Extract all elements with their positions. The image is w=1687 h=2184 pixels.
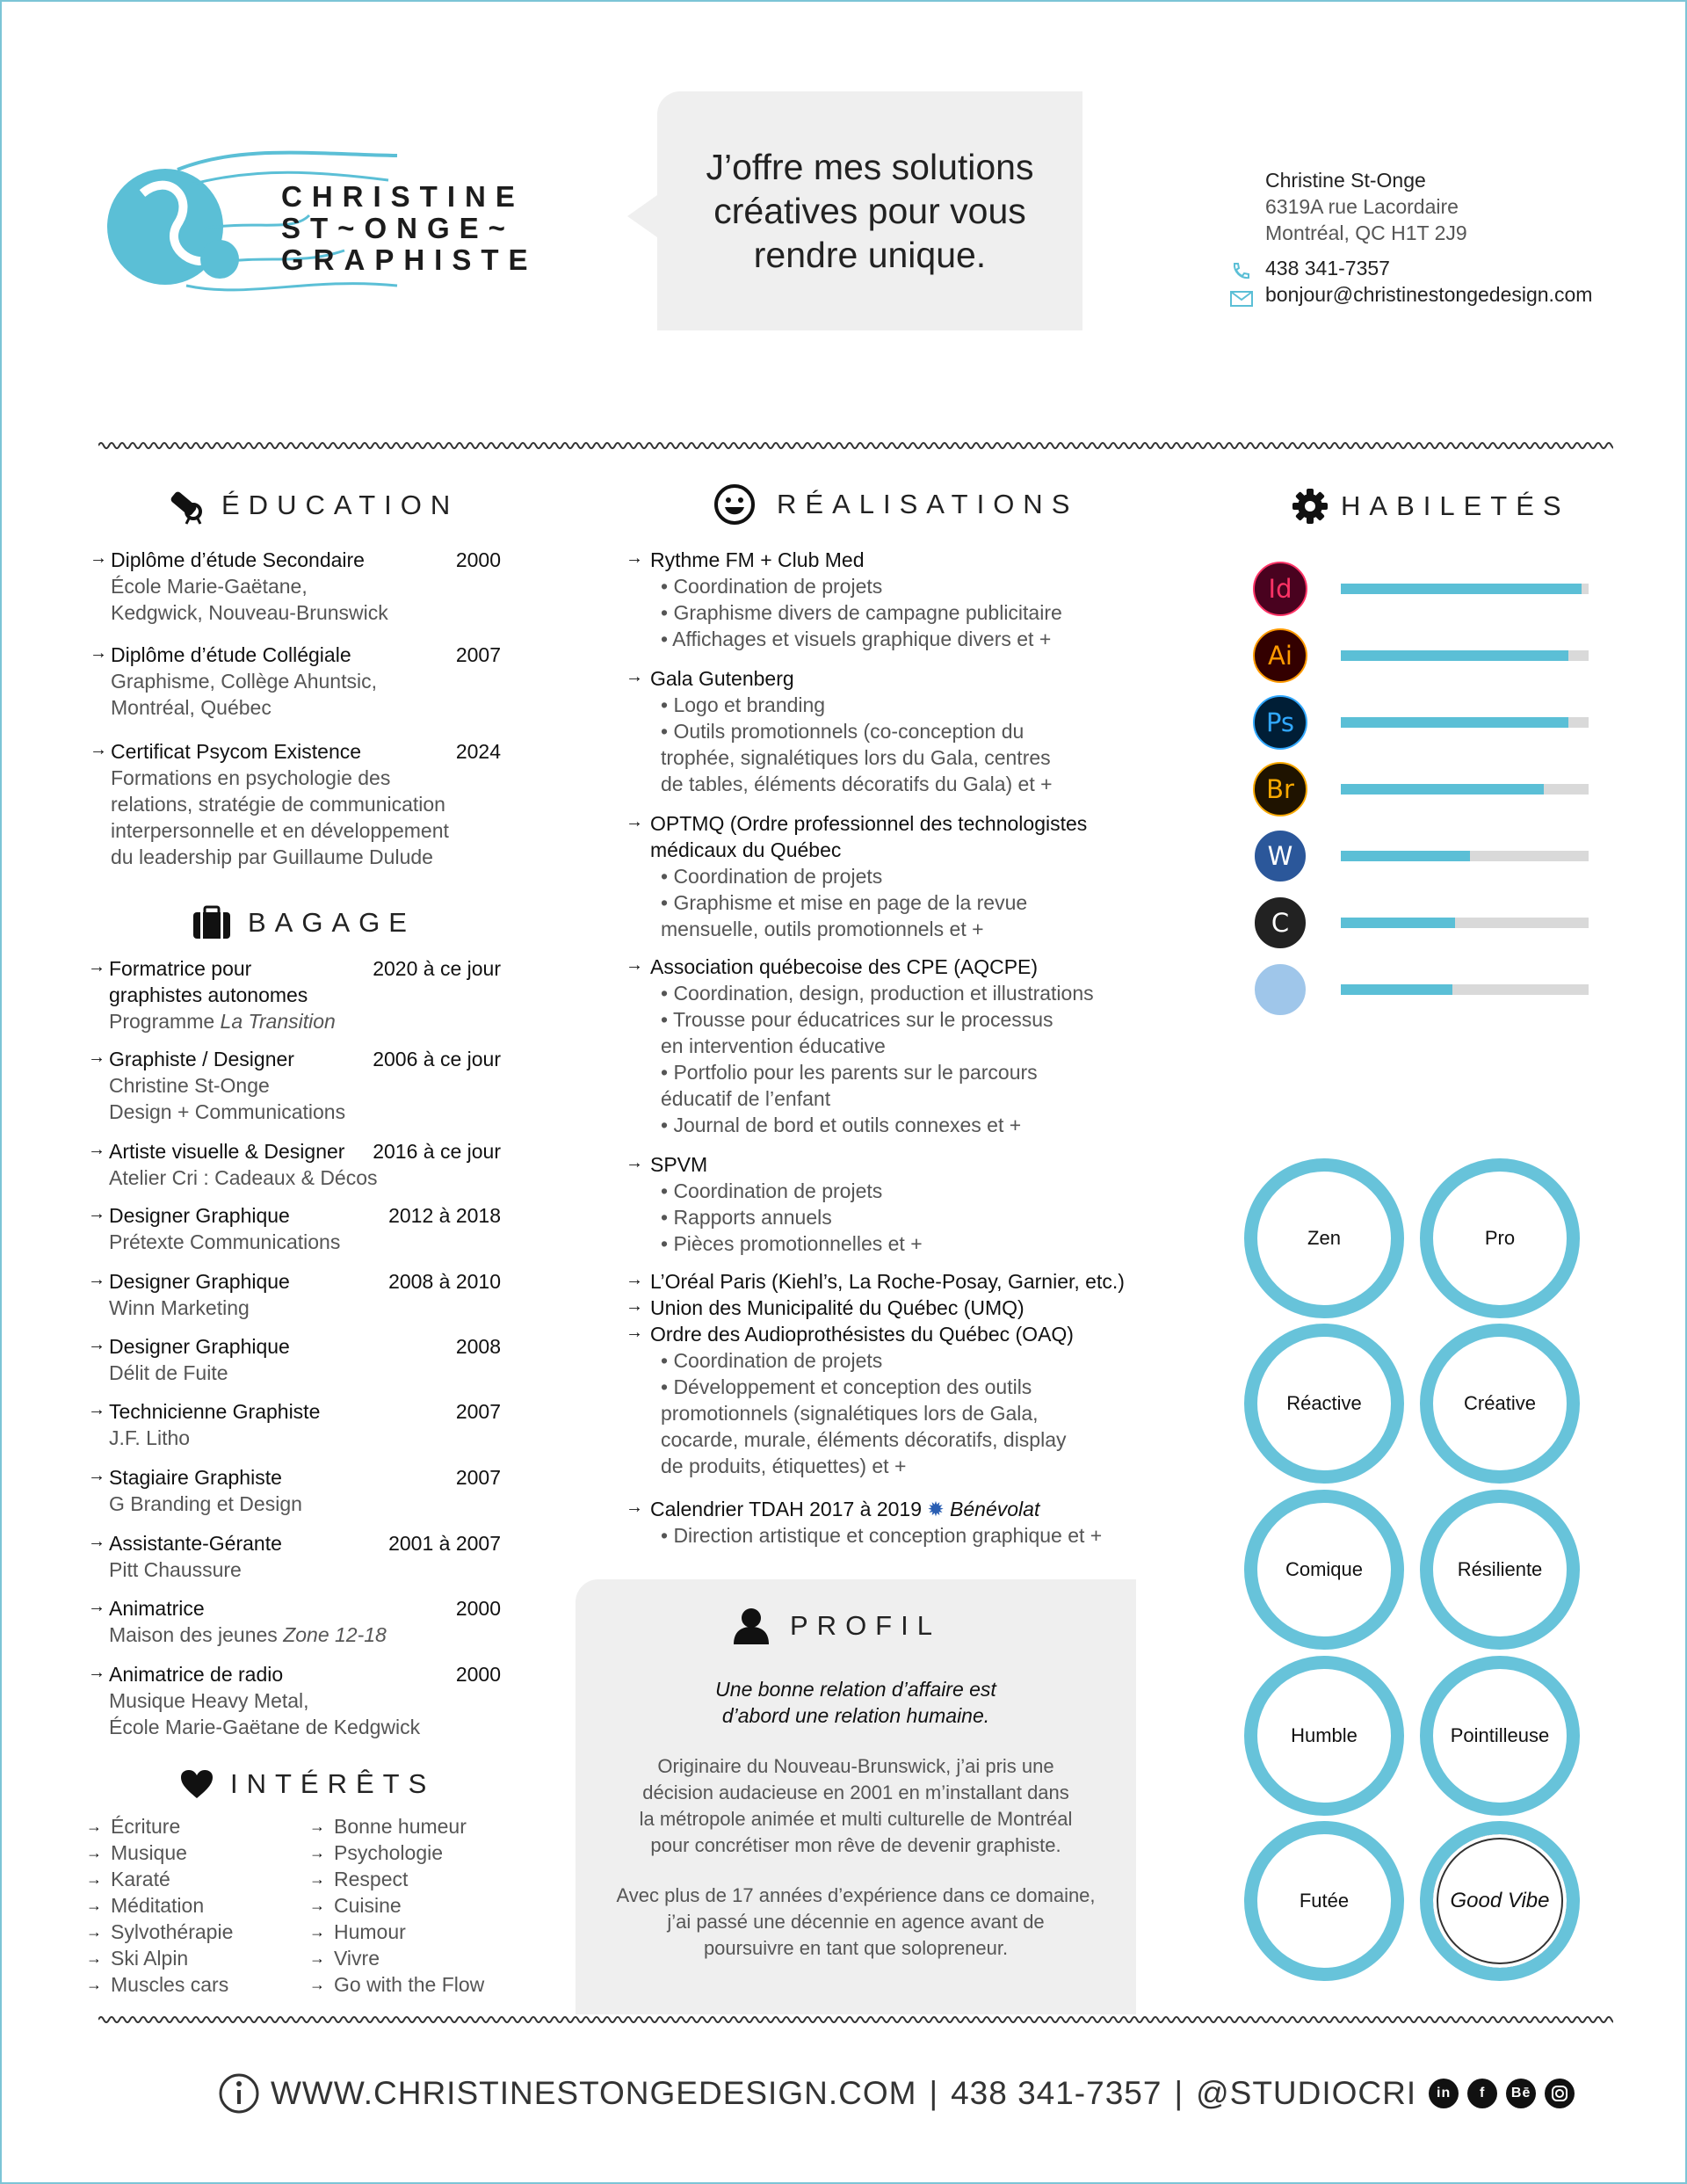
realisation-bullet: • Affichages et visuels graphique divers et + xyxy=(661,628,1052,650)
interet-item: → Respect xyxy=(309,1866,484,1892)
bagage-entry-title xyxy=(109,1398,501,1425)
contact-block xyxy=(1265,167,1592,308)
realisation-bullet: • Trousse pour éducatrices sur le processus en intervention éducative xyxy=(661,1008,1053,1057)
bagage-entry-name: Animatrice de radio xyxy=(109,1663,284,1686)
profil-paragraph-1: Originaire du Nouveau-Brunswick, j’ai pris une décision audacieuse en 2001 en m’installant dans la métropole animée et multi culturelle de Montréal pour concrétiser mon rêve de devenir graphiste. xyxy=(639,1755,1073,1856)
bagage-entry-sub: Musique Heavy Metal, École Marie-Gaëtane de Kedgwick xyxy=(109,1689,421,1738)
bagage-entry-year: 2008 xyxy=(455,1335,501,1358)
interet-item: → Humour xyxy=(309,1919,484,1945)
profil-title: PROFIL xyxy=(790,1610,941,1641)
bagage-entry-detail xyxy=(109,1687,501,1740)
interet-item: → Vivre xyxy=(309,1945,484,1971)
realisation-bullet: • Pièces promotionnelles et + xyxy=(661,1232,923,1255)
realisation-title: Association québecoise des CPE (AQCPE) xyxy=(650,955,1039,978)
realisation-item xyxy=(650,547,1142,652)
skill-row xyxy=(1253,763,1307,816)
entry-arrow: → xyxy=(88,1335,105,1354)
logo-line-3: GRAPHISTE xyxy=(281,243,538,276)
bagage-entry-name: Designer Graphique xyxy=(109,1270,290,1293)
bagage-header xyxy=(192,905,416,940)
bagage-entry-detail xyxy=(109,1425,501,1451)
interet-item: → Cuisine xyxy=(309,1892,484,1919)
realisation-item-benevolat xyxy=(650,1496,1142,1549)
interets-header xyxy=(179,1768,435,1800)
interet-item: → Muscles cars xyxy=(86,1971,233,1998)
bridge-icon: Br xyxy=(1253,762,1307,816)
bagage-entry-detail xyxy=(109,1360,501,1386)
bagage-entry-detail xyxy=(109,1622,501,1648)
entry-arrow: → xyxy=(88,1466,105,1485)
realisation-item xyxy=(650,1321,1142,1479)
diploma-icon xyxy=(165,485,206,526)
bagage-entry-sub-italic: La Transition xyxy=(220,1010,336,1033)
footer xyxy=(218,2072,1575,2115)
logo-line-1: CHRISTINE xyxy=(281,180,525,213)
entry-arrow: → xyxy=(88,1140,105,1159)
footer-website[interactable]: WWW.CHRISTINESTONGEDESIGN.COM xyxy=(271,2075,917,2111)
realisation-bullet: • Outils promotionnels (co-conception du trophée, signalétiques lors du Gala, centres de tables, éléments décoratifs du Gala) et + xyxy=(661,720,1053,795)
realisation-item xyxy=(650,665,1142,797)
bagage-entry-year: 2012 à 2018 xyxy=(388,1204,501,1227)
education-entry-title xyxy=(111,642,501,668)
contact-street: 6319A rue Lacordaire xyxy=(1265,195,1459,218)
interet-item: → Go with the Flow xyxy=(309,1971,484,1998)
bagage-entry-year: 2016 à ce jour xyxy=(373,1140,501,1163)
skill-bar-fill xyxy=(1341,918,1455,928)
realisation-bullet: • Rapports annuels xyxy=(661,1206,832,1229)
bagage-entry xyxy=(109,1138,501,1191)
bagage-entry-year: 2006 à ce jour xyxy=(373,1048,501,1070)
bagage-entry xyxy=(109,1333,501,1386)
bagage-entry-sub: Prétexte Communications xyxy=(109,1230,341,1253)
bagage-entry-year: 2007 xyxy=(455,1400,501,1423)
bagage-entry-detail xyxy=(109,1072,501,1125)
realisation-arrow: → xyxy=(626,955,643,975)
education-entry-detail xyxy=(111,765,501,870)
photoshop-icon: Ps xyxy=(1253,695,1307,750)
education-entry-sub: École Marie-Gaëtane, Kedgwick, Nouveau-Brunswick xyxy=(111,575,388,624)
realisation-title: Gala Gutenberg xyxy=(650,667,794,690)
contact-name: Christine St-Onge xyxy=(1265,169,1426,192)
gear-icon xyxy=(1292,488,1329,525)
interet-item: → Psychologie xyxy=(309,1839,484,1866)
bagage-entry xyxy=(109,1595,501,1648)
illustrator-icon: Ai xyxy=(1253,628,1307,683)
interet-item: → Ski Alpin xyxy=(86,1945,233,1971)
realisation-arrow: → xyxy=(626,548,643,568)
tagline: J’offre mes solutions créatives pour vous rendre unique. xyxy=(706,147,1034,275)
bagage-entry-sub: Programme xyxy=(109,1010,221,1033)
realisation-arrow: → xyxy=(626,1296,643,1316)
realisation-bullet: • Logo et branding xyxy=(661,693,826,716)
bagage-entry-title xyxy=(109,1661,501,1687)
skill-bar-track xyxy=(1341,784,1589,795)
trait-circle: Créative xyxy=(1420,1324,1580,1484)
education-entry-year: 2007 xyxy=(455,643,501,666)
interets-title: INTÉRÊTS xyxy=(230,1768,436,1799)
bagage-entry xyxy=(109,1464,501,1517)
bagage-entry-title xyxy=(109,955,501,1008)
interet-item: → Écriture xyxy=(86,1813,233,1839)
realisation-item xyxy=(650,1151,1142,1257)
education-entry-name: Diplôme d’étude Collégiale xyxy=(111,643,351,666)
realisation-title: Ordre des Audioprothésistes du Québec (OAQ) xyxy=(650,1323,1074,1346)
education-entry xyxy=(111,642,501,721)
education-entry-detail xyxy=(111,668,501,721)
trait-circle: Humble xyxy=(1244,1656,1404,1816)
bagage-entry-year: 2007 xyxy=(455,1466,501,1489)
bagage-entry-name: Stagiaire Graphiste xyxy=(109,1466,282,1489)
bagage-entry-year: 2020 à ce jour xyxy=(373,957,501,980)
bagage-entry-sub: Christine St-Onge Design + Communications xyxy=(109,1074,346,1123)
bagage-entry-title xyxy=(109,1046,501,1072)
briefcase-icon xyxy=(192,905,232,940)
bagage-entry-name: Formatrice pour graphistes autonomes xyxy=(109,957,308,1006)
realisation-title: Rythme FM + Club Med xyxy=(650,548,865,571)
smiley-icon xyxy=(713,483,756,526)
bagage-entry-title xyxy=(109,1202,501,1229)
trait-circle: Zen xyxy=(1244,1158,1404,1318)
interet-item: → Méditation xyxy=(86,1892,233,1919)
trait-circle: Comique xyxy=(1244,1490,1404,1650)
behance-icon[interactable]: Bē xyxy=(1506,2079,1536,2108)
education-entry xyxy=(111,547,501,626)
skill-row xyxy=(1253,830,1307,882)
bagage-entry-detail xyxy=(109,1295,501,1321)
bagage-entry-sub-italic: Zone 12-18 xyxy=(283,1623,387,1646)
education-entry-name: Diplôme d’étude Secondaire xyxy=(111,548,365,571)
bagage-entry-year: 2000 xyxy=(455,1663,501,1686)
education-entry-sub: Graphisme, Collège Ahuntsic, Montréal, Québec xyxy=(111,670,377,719)
realisation-title: SPVM xyxy=(650,1153,708,1176)
bagage-entry-name: Graphiste / Designer xyxy=(109,1048,294,1070)
bagage-entry-year: 2008 à 2010 xyxy=(388,1270,501,1293)
realisation-bullet: • Direction artistique et conception graphique et + xyxy=(661,1524,1103,1547)
entry-arrow: → xyxy=(88,1532,105,1551)
logo xyxy=(107,145,538,312)
heart-icon xyxy=(179,1768,214,1800)
skill-bar-fill xyxy=(1341,717,1568,728)
bagage-entry-year: 2001 à 2007 xyxy=(388,1532,501,1555)
skill-bar-fill xyxy=(1341,851,1470,861)
bagage-entry-detail xyxy=(109,1165,501,1191)
bagage-entry xyxy=(109,1268,501,1321)
realisation-arrow: → xyxy=(626,1270,643,1289)
realisation-bullet: • Développement et conception des outils promotionnels (signalétiques lors de Gala, cocarde, murale, éléments décoratifs, display de produits, étiquettes) et + xyxy=(661,1375,1067,1477)
bagage-entry-detail xyxy=(109,1556,501,1583)
realisations-title: RÉALISATIONS xyxy=(777,489,1079,519)
indesign-icon: Id xyxy=(1253,562,1307,616)
bagage-entry-title xyxy=(109,1333,501,1360)
education-entry-title xyxy=(111,547,501,573)
bagage-entry xyxy=(109,1661,501,1740)
education-header xyxy=(165,485,459,526)
realisation-bullet: • Coordination de projets xyxy=(661,1179,883,1202)
bagage-entry-title xyxy=(109,1138,501,1165)
bagage-entry-detail xyxy=(109,1491,501,1517)
entry-arrow: → xyxy=(88,1270,105,1289)
canva-icon: C xyxy=(1253,896,1307,950)
wave-divider-bottom xyxy=(98,2013,1613,2026)
realisation-arrow: → xyxy=(626,667,643,686)
realisation-item xyxy=(650,1268,1142,1295)
profil-quote: Une bonne relation d’affaire est d’abord une relation humaine. xyxy=(715,1678,996,1727)
interet-item: → Karaté xyxy=(86,1866,233,1892)
bagage-title: BAGAGE xyxy=(248,907,416,938)
skill-bar-track xyxy=(1341,851,1589,861)
bagage-entry-name: Animatrice xyxy=(109,1597,205,1620)
habiletes-title: HABILETÉS xyxy=(1341,490,1570,521)
info-icon xyxy=(218,2072,260,2115)
benevolat-tag: Bénévolat xyxy=(950,1498,1040,1520)
wave-divider-top xyxy=(98,439,1613,452)
realisation-arrow: → xyxy=(626,1323,643,1342)
bagage-entry-name: Designer Graphique xyxy=(109,1204,290,1227)
bagage-entry-name: Artiste visuelle & Designer xyxy=(109,1140,345,1163)
realisation-bullet: • Portfolio pour les parents sur le parcours éducatif de l’enfant xyxy=(661,1061,1038,1110)
realisation-title xyxy=(650,1496,1142,1522)
badge-star-icon: ✹ xyxy=(921,1498,951,1520)
bagage-entry-year: 2000 xyxy=(455,1597,501,1620)
instagram-icon[interactable] xyxy=(1545,2079,1575,2108)
education-entry-year: 2024 xyxy=(455,740,501,763)
mail-icon xyxy=(1230,290,1253,308)
person-icon xyxy=(732,1606,771,1646)
entry-arrow: → xyxy=(88,1663,105,1682)
interet-item: → Musique xyxy=(86,1839,233,1866)
skill-bar-track xyxy=(1341,984,1589,995)
trait-circle: Futée xyxy=(1244,1821,1404,1981)
skill-bar-fill xyxy=(1341,584,1582,594)
footer-handle[interactable]: @STUDIOCRI xyxy=(1196,2075,1417,2111)
realisation-bullet: • Graphisme divers de campagne publicitaire xyxy=(661,601,1062,624)
realisation-bullet: • Journal de bord et outils connexes et + xyxy=(661,1114,1022,1136)
bagage-entry-sub: Winn Marketing xyxy=(109,1296,250,1319)
education-entry-year: 2000 xyxy=(455,548,501,571)
contact-email[interactable]: bonjour@christinestongedesign.com xyxy=(1265,283,1593,306)
interet-item: → Sylvothérapie xyxy=(86,1919,233,1945)
education-entry-sub: Formations en psychologie des relations, stratégie de communication interpersonnelle et en développement du leadership par Guillaume Dulude xyxy=(111,766,449,868)
profil-panel xyxy=(576,1579,1136,2014)
bagage-entry xyxy=(109,1530,501,1583)
entry-arrow: → xyxy=(90,643,107,663)
trait-circle: Résiliente xyxy=(1420,1490,1580,1650)
footer-phone[interactable]: 438 341-7357 xyxy=(951,2075,1162,2111)
bagage-entry-sub: Délit de Fuite xyxy=(109,1361,228,1384)
education-entry xyxy=(111,738,501,870)
bagage-entry-name: Designer Graphique xyxy=(109,1335,290,1358)
interets-column-2 xyxy=(309,1813,484,1998)
bagage-entry xyxy=(109,1202,501,1255)
bagage-entry xyxy=(109,1398,501,1451)
trait-circle: Good Vibe xyxy=(1420,1821,1580,1981)
realisation-item xyxy=(650,1295,1142,1321)
logo-line-2: ST~ONGE~ xyxy=(281,212,515,244)
realisation-title: Union des Municipalité du Québec (UMQ) xyxy=(650,1296,1025,1319)
bagage-entry-sub: J.F. Litho xyxy=(109,1426,191,1449)
education-entry-name: Certificat Psycom Existence xyxy=(111,740,362,763)
education-entry-title xyxy=(111,738,501,765)
trait-circle: Réactive xyxy=(1244,1324,1404,1484)
bagage-entry-title xyxy=(109,1464,501,1491)
keynote-icon xyxy=(1253,962,1307,1017)
realisation-bullet: • Coordination de projets xyxy=(661,1349,883,1372)
bagage-entry-detail xyxy=(109,1229,501,1255)
realisation-bullet: • Coordination de projets xyxy=(661,865,883,888)
realisation-title: OPTMQ (Ordre professionnel des technologistes médicaux du Québec xyxy=(650,812,1088,861)
bagage-entry-title xyxy=(109,1268,501,1295)
skill-row xyxy=(1253,696,1307,749)
skill-bar-track xyxy=(1341,650,1589,661)
entry-arrow: → xyxy=(88,1048,105,1067)
bagage-entry-sub: Atelier Cri : Cadeaux & Décos xyxy=(109,1166,378,1189)
skill-bar-track xyxy=(1341,717,1589,728)
realisation-bullet: • Coordination, design, production et illustrations xyxy=(661,982,1094,1005)
realisation-title-text: Calendrier TDAH 2017 à 2019 xyxy=(650,1498,922,1520)
entry-arrow: → xyxy=(88,1597,105,1616)
skill-bar-fill xyxy=(1341,650,1568,661)
realisation-arrow: → xyxy=(626,1153,643,1172)
realisation-title: L’Oréal Paris (Kiehl’s, La Roche-Posay, Garnier, etc.) xyxy=(650,1270,1125,1293)
bagage-entry xyxy=(109,955,501,1034)
bagage-entry-sub: Maison des jeunes xyxy=(109,1623,284,1646)
bagage-entry-sub: Pitt Chaussure xyxy=(109,1558,242,1581)
footer-separator-1: | xyxy=(929,2075,939,2111)
linkedin-icon[interactable]: in xyxy=(1429,2079,1459,2108)
trait-circle: Pro xyxy=(1420,1158,1580,1318)
bagage-entry-title xyxy=(109,1530,501,1556)
bagage-entry-name: Assistante-Gérante xyxy=(109,1532,282,1555)
interet-item: → Bonne humeur xyxy=(309,1813,484,1839)
skill-row xyxy=(1253,629,1307,682)
skill-bar-track xyxy=(1341,918,1589,928)
realisation-bullet: • Graphisme et mise en page de la revue mensuelle, outils promotionnels et + xyxy=(661,891,1028,940)
bagage-entry-detail xyxy=(109,1008,501,1034)
realisation-arrow: → xyxy=(626,1498,643,1517)
profil-paragraph-2: Avec plus de 17 années d’expérience dans ce domaine, j’ai passé une décennie en agence avant de poursuivre en tant que solopreneur. xyxy=(616,1884,1096,1959)
entry-arrow: → xyxy=(88,957,105,976)
skill-row xyxy=(1253,562,1307,615)
contact-phone[interactable]: 438 341-7357 xyxy=(1265,257,1390,279)
realisation-item xyxy=(650,954,1142,1138)
phone-icon xyxy=(1230,261,1251,282)
skill-row xyxy=(1253,896,1307,949)
profil-header xyxy=(732,1606,941,1646)
tagline-bubble xyxy=(657,91,1082,330)
bagage-entry-name: Technicienne Graphiste xyxy=(109,1400,321,1423)
interets-column-1 xyxy=(86,1813,233,1998)
bagage-entry-title xyxy=(109,1595,501,1622)
facebook-icon[interactable]: f xyxy=(1467,2079,1497,2108)
entry-arrow: → xyxy=(90,740,107,759)
entry-arrow: → xyxy=(88,1204,105,1223)
skill-row xyxy=(1253,963,1307,1016)
skill-bar-fill xyxy=(1341,784,1544,795)
realisation-bullet: • Coordination de projets xyxy=(661,575,883,598)
realisation-arrow: → xyxy=(626,812,643,831)
realisation-item xyxy=(650,810,1142,942)
contact-city: Montréal, QC H1T 2J9 xyxy=(1265,221,1467,244)
footer-separator-2: | xyxy=(1174,2075,1184,2111)
education-entry-detail xyxy=(111,573,501,626)
trait-circle: Pointilleuse xyxy=(1420,1656,1580,1816)
bagage-entry-sub: G Branding et Design xyxy=(109,1492,302,1515)
entry-arrow: → xyxy=(88,1400,105,1419)
bagage-entry xyxy=(109,1046,501,1125)
education-title: ÉDUCATION xyxy=(221,490,460,520)
skill-bar-track xyxy=(1341,584,1589,594)
realisations-header xyxy=(713,483,1078,526)
skill-bar-fill xyxy=(1341,984,1452,995)
habiletes-header xyxy=(1292,488,1570,525)
entry-arrow: → xyxy=(90,548,107,568)
word-icon: W xyxy=(1253,829,1307,883)
